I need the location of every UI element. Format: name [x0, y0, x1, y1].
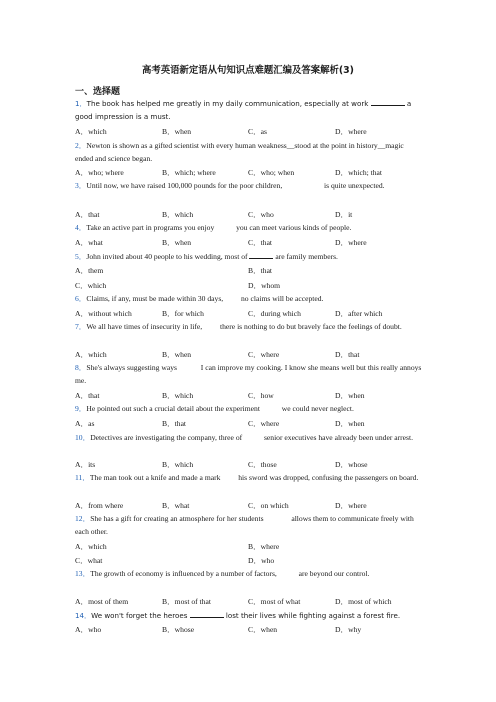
- option-c[interactable]: C．which: [75, 281, 107, 290]
- options-row-13: [75, 596, 435, 608]
- option-c[interactable]: C．those: [248, 460, 277, 469]
- option-c[interactable]: C．when: [248, 625, 278, 634]
- option-d[interactable]: D．where: [335, 238, 367, 247]
- option-c[interactable]: C．on which: [248, 501, 289, 510]
- option-a[interactable]: A．who: [75, 625, 102, 634]
- option-d[interactable]: D．that: [335, 350, 360, 359]
- question-number: 13．: [75, 569, 91, 578]
- question-7: [75, 321, 423, 334]
- option-c[interactable]: C．where: [248, 350, 280, 359]
- question-text-continued: a good impression is a must.: [75, 99, 412, 121]
- question-text: The growth of economy is influenced by a number of factors,: [90, 569, 279, 578]
- option-b[interactable]: B．that: [248, 266, 273, 275]
- question-14: [75, 609, 423, 623]
- page-title: 高考英语新定语从句知识点难题汇编及答案解析(3): [142, 65, 354, 76]
- question-text: Newton is shown as a gifted scientist with every human weakness__stood at the point in history__magic ended and science began.: [75, 141, 404, 163]
- question-text-continued: his sword was dropped, confusing the passengers on board.: [236, 473, 419, 482]
- question-4: [75, 222, 423, 235]
- option-d[interactable]: D．whose: [335, 460, 368, 469]
- option-d[interactable]: D．whom: [248, 281, 281, 290]
- option-b[interactable]: B．whose: [162, 625, 195, 634]
- question-3: [75, 180, 423, 193]
- option-b[interactable]: B．that: [162, 419, 187, 428]
- question-number: 8．: [75, 363, 87, 372]
- options-row-1: [75, 126, 435, 138]
- question-text-continued: allows them to communicate freely with each other.: [75, 514, 414, 536]
- options-row-4: [75, 237, 435, 249]
- question-11: [75, 472, 423, 485]
- question-text: Until now, we have raised 100,000 pounds for the poor children,: [86, 181, 285, 190]
- option-a[interactable]: A．as: [75, 419, 95, 428]
- options-row-12a: [75, 541, 435, 553]
- option-c[interactable]: C．what: [75, 556, 103, 565]
- section-heading: 一、选择题: [75, 87, 121, 97]
- question-12: [75, 513, 423, 539]
- option-a[interactable]: A．them: [75, 266, 104, 275]
- question-1: [75, 97, 423, 124]
- option-d[interactable]: D．which; that: [335, 168, 383, 177]
- question-number: 6．: [75, 294, 87, 303]
- option-c[interactable]: C．most of what: [248, 597, 301, 606]
- question-6: [75, 293, 423, 306]
- question-text-continued: are family members.: [273, 252, 338, 261]
- options-row-12b: [75, 555, 435, 567]
- option-c[interactable]: C．who: [248, 210, 274, 219]
- options-row-5a: [75, 265, 435, 277]
- question-number: 14．: [75, 611, 92, 620]
- option-d[interactable]: D．who: [248, 556, 275, 565]
- question-number: 9．: [75, 404, 87, 413]
- question-number: 12．: [75, 514, 91, 523]
- option-b[interactable]: B．where: [248, 542, 280, 551]
- option-d[interactable]: D．when: [335, 391, 365, 400]
- answer-blank: [371, 97, 405, 106]
- question-2: [75, 140, 423, 166]
- options-row-10: [75, 459, 435, 471]
- option-a[interactable]: A．without which: [75, 309, 132, 318]
- question-number: 4．: [75, 223, 87, 232]
- option-d[interactable]: D．after which: [335, 309, 383, 318]
- option-d[interactable]: D．when: [335, 419, 365, 428]
- question-text-continued: lost their lives while fighting against a forest fire.: [223, 611, 401, 620]
- question-text-continued: I can improve my cooking. I know she means well but this really annoys me.: [75, 363, 422, 385]
- option-b[interactable]: B．which: [162, 391, 194, 400]
- question-number: 11．: [75, 473, 90, 482]
- question-text-continued: no claims will be accepted.: [239, 294, 324, 303]
- option-a[interactable]: A．what: [75, 238, 103, 247]
- option-a[interactable]: A．its: [75, 460, 96, 469]
- option-c[interactable]: C．who; when: [248, 168, 295, 177]
- question-text: We won't forget the heroes: [91, 611, 190, 620]
- option-b[interactable]: B．what: [162, 501, 190, 510]
- option-b[interactable]: B．when: [162, 127, 192, 136]
- option-c[interactable]: C．that: [248, 238, 273, 247]
- option-b[interactable]: B．which; where: [162, 168, 216, 177]
- question-text: She's always suggesting ways: [86, 363, 179, 372]
- option-a[interactable]: A．who; where: [75, 168, 124, 177]
- question-13: [75, 568, 423, 581]
- question-number: 1．: [75, 99, 87, 108]
- option-d[interactable]: D．it: [335, 210, 353, 219]
- options-row-8: [75, 390, 435, 402]
- option-a[interactable]: A．that: [75, 391, 100, 400]
- option-a[interactable]: A．most of them: [75, 597, 129, 606]
- option-a[interactable]: A．from where: [75, 501, 124, 510]
- question-8: [75, 362, 423, 388]
- option-b[interactable]: B．which: [162, 460, 194, 469]
- option-a[interactable]: A．which: [75, 350, 107, 359]
- options-row-6: [75, 308, 435, 320]
- question-text: He pointed out such a crucial detail about the experiment: [86, 404, 262, 413]
- option-b[interactable]: B．when: [162, 350, 192, 359]
- question-text-continued: are beyond our control.: [296, 569, 370, 578]
- question-number: 7．: [75, 322, 87, 331]
- option-d[interactable]: D．where: [335, 501, 367, 510]
- question-text: Claims, if any, must be made within 30 days,: [86, 294, 226, 303]
- answer-blank: [190, 609, 224, 618]
- question-text-continued: there is nothing to do but bravely face the feelings of doubt.: [218, 322, 402, 331]
- options-row-9: [75, 418, 435, 430]
- question-text: She has a gift for creating an atmosphere for her students: [90, 514, 266, 523]
- question-text-continued: we could never neglect.: [279, 404, 354, 413]
- options-row-2: [75, 167, 435, 179]
- option-b[interactable]: B．for which: [162, 309, 204, 318]
- options-row-7: [75, 349, 435, 361]
- option-a[interactable]: A．which: [75, 542, 107, 551]
- option-b[interactable]: B．which: [162, 210, 194, 219]
- question-10: [75, 432, 423, 445]
- option-d[interactable]: D．where: [335, 127, 367, 136]
- options-row-14: [75, 624, 435, 636]
- option-c[interactable]: C．how: [248, 391, 274, 400]
- option-c[interactable]: C．during which: [248, 309, 301, 318]
- question-text: Take an active part in programs you enjoy: [86, 223, 217, 232]
- question-number: 2．: [75, 141, 87, 150]
- option-a[interactable]: A．that: [75, 210, 100, 219]
- option-c[interactable]: C．as: [248, 127, 267, 136]
- option-b[interactable]: B．most of that: [162, 597, 211, 606]
- option-b[interactable]: B．when: [162, 238, 192, 247]
- question-text-continued: you can meet various kinds of people.: [234, 223, 352, 232]
- question-9: [75, 403, 423, 416]
- options-row-3: [75, 209, 435, 221]
- question-number: 10．: [75, 433, 91, 442]
- question-text: The man took out a knife and made a mark: [89, 473, 223, 482]
- question-5: [75, 250, 423, 264]
- question-text: John invited about 40 people to his wedding, most of: [86, 252, 250, 261]
- answer-blank: [249, 250, 273, 259]
- option-a[interactable]: A．which: [75, 127, 107, 136]
- question-number: 3．: [75, 181, 87, 190]
- options-row-11: [75, 500, 435, 512]
- question-text-continued: senior executives have already been under arrest.: [262, 433, 414, 442]
- question-text: The book has helped me greatly in my daily communication, especially at work: [86, 99, 371, 108]
- option-d[interactable]: D．most of which: [335, 597, 392, 606]
- option-d[interactable]: D．why: [335, 625, 362, 634]
- question-text: Detectives are investigating the company, three of: [90, 433, 245, 442]
- question-number: 5．: [75, 252, 87, 261]
- question-text: We all have times of insecurity in life,: [86, 322, 205, 331]
- option-c[interactable]: C．where: [248, 419, 280, 428]
- options-row-5b: [75, 280, 435, 292]
- question-text-continued: is quite unexpected.: [322, 181, 385, 190]
